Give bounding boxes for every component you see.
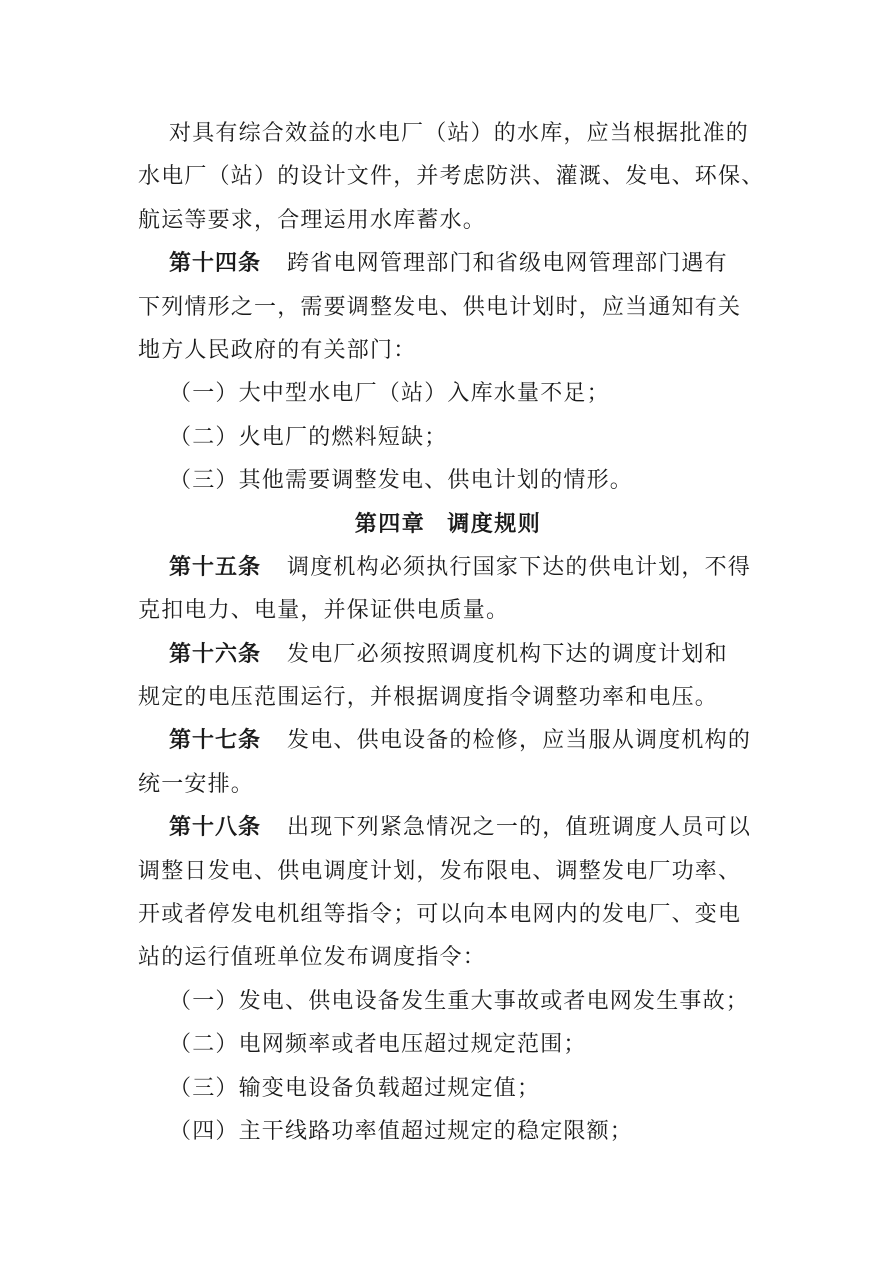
paragraph-line: 统一安排。 <box>138 771 255 797</box>
article-text: 发电、供电设备的检修，应当服从调度机构的 <box>287 728 752 754</box>
chapter-heading <box>138 503 758 546</box>
article-text: 跨省电网管理部门和省级电网管理部门遇有 <box>287 251 728 277</box>
article-text: 出现下列紧急情况之一的，值班调度人员可以 <box>287 815 752 841</box>
chapter-number: 第四章 <box>354 510 426 537</box>
document-body <box>138 112 765 1153</box>
chapter-title: 调度规则 <box>447 510 542 537</box>
list-item: （二）电网频率或者电压超过规定范围； <box>169 1032 587 1058</box>
paragraph-line: 调整日发电、供电调度计划，发布限电、调整发电厂功率、 <box>138 858 742 884</box>
article-label: 第十八条 <box>169 814 262 841</box>
paragraph-line: 开或者停发电机组等指令；可以向本电网内的发电厂、变电 <box>138 902 742 928</box>
paragraph-line: 水电厂（站）的设计文件，并考虑防洪、灌溉、发电、环保、 <box>138 164 765 190</box>
article-text: 调度机构必须执行国家下达的供电计划，不得 <box>287 554 752 580</box>
paragraph-line: 规定的电压范围运行，并根据调度指令调整功率和电压。 <box>138 685 719 711</box>
list-item: （一）发电、供电设备发生重大事故或者电网发生事故； <box>169 988 750 1014</box>
paragraph-line: 站的运行值班单位发布调度指令： <box>138 945 487 971</box>
paragraph-line: 对具有综合效益的水电厂（站）的水库，应当根据批准的 <box>169 121 750 146</box>
article-label: 第十四条 <box>169 250 262 277</box>
article-17-heading <box>138 719 758 762</box>
paragraph-line: 下列情形之一，需要调整发电、供电计划时，应当通知有关 <box>138 294 742 320</box>
paragraph-line: 航运等要求，合理运用水库蓄水。 <box>138 207 487 233</box>
list-item: （四）主干线路功率值超过规定的稳定限额； <box>169 1118 634 1144</box>
list-item: （一）大中型水电厂（站）入库水量不足； <box>169 381 610 407</box>
list-item: （三）其他需要调整发电、供电计划的情形。 <box>169 468 634 494</box>
article-18-heading <box>138 806 758 849</box>
paragraph-line: 克扣电力、电量，并保证供电质量。 <box>138 598 510 624</box>
article-text: 发电厂必须按照调度机构下达的调度计划和 <box>287 641 728 667</box>
article-label: 第十六条 <box>169 640 262 667</box>
list-item: （三）输变电设备负载超过规定值； <box>169 1075 541 1101</box>
article-16-heading <box>138 633 758 676</box>
article-label: 第十五条 <box>169 553 262 580</box>
article-label: 第十七条 <box>169 727 262 754</box>
article-15-heading <box>138 546 758 589</box>
paragraph-line: 地方人民政府的有关部门： <box>138 337 417 363</box>
article-14-heading <box>138 242 758 285</box>
list-item: （二）火电厂的燃料短缺； <box>169 424 448 450</box>
